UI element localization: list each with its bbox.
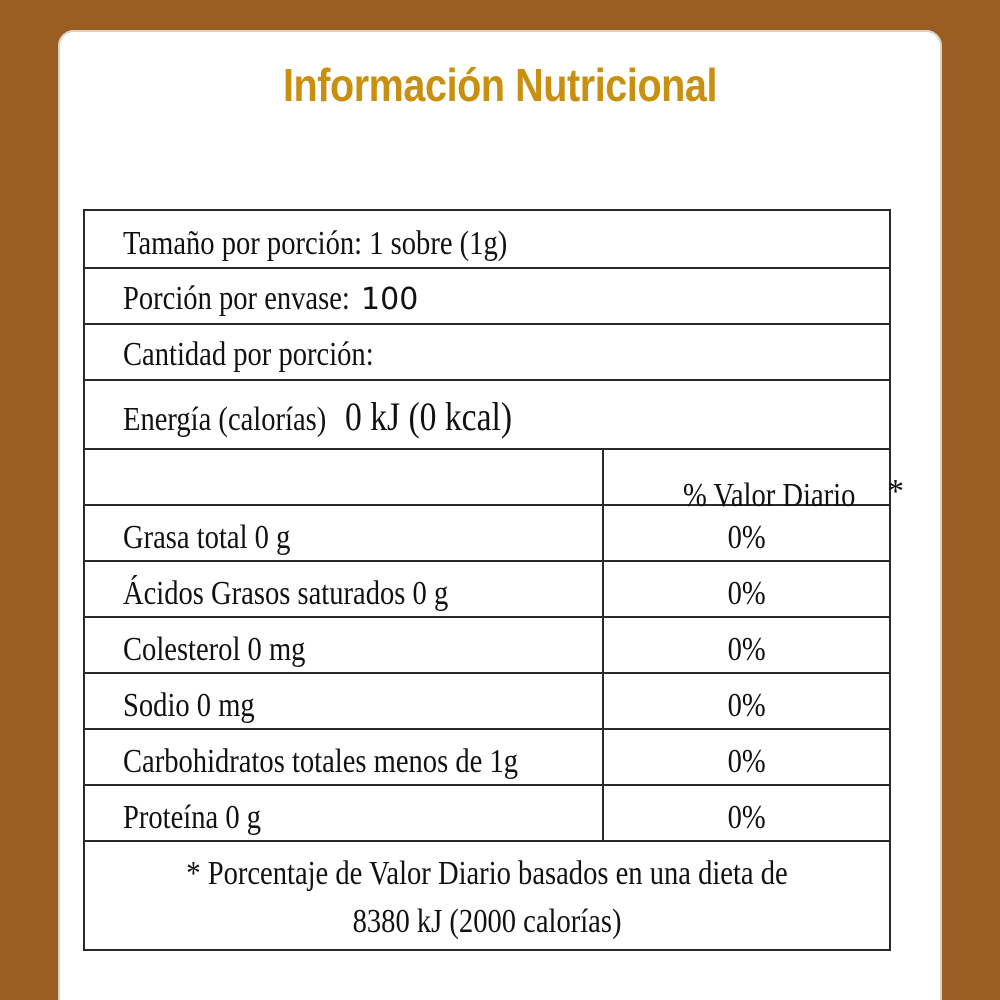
row-divider [85,267,889,269]
nutrient-dv: 0% [727,519,766,556]
footnote-line-1: * Porcentaje de Valor Diario basados en una dieta de [186,855,788,892]
row-divider [85,840,889,842]
row-divider [85,672,889,674]
energy-row: Energía (calorías) 0 kJ (0 kcal) [123,394,512,439]
nutrient-name: Proteína 0 g [123,799,262,836]
amount-per-serving: Cantidad por porción: [123,336,374,373]
nutrient-name: Colesterol 0 mg [123,631,306,668]
row-divider [85,379,889,381]
row-divider [85,728,889,730]
row-divider [85,784,889,786]
nutrient-name: Grasa total 0 g [123,519,291,556]
nutrient-dv: 0% [727,687,766,724]
nutrient-name: Sodio 0 mg [123,687,255,724]
nutrient-dv: 0% [727,799,766,836]
page-title: Información Nutricional [282,59,718,111]
nutrient-dv: 0% [727,743,766,780]
row-divider [85,448,889,450]
row-divider [85,616,889,618]
servings-per-container: Porción por envase: 100 [123,280,419,317]
nutrient-name: Carbohidratos totales menos de 1g [123,743,519,780]
row-divider [85,560,889,562]
nutrition-table [83,209,904,951]
row-divider [85,323,889,325]
nutrient-dv: 0% [727,631,766,668]
footnote-line-2: 8380 kJ (2000 calorías) [352,903,622,940]
daily-value-header: % Valor Diario [683,477,856,514]
serving-size: Tamaño por porción: 1 sobre (1g) [123,225,508,262]
daily-value-asterisk: * [887,473,904,510]
nutrient-dv: 0% [727,575,766,612]
nutrient-name: Ácidos Grasos saturados 0 g [123,575,449,612]
